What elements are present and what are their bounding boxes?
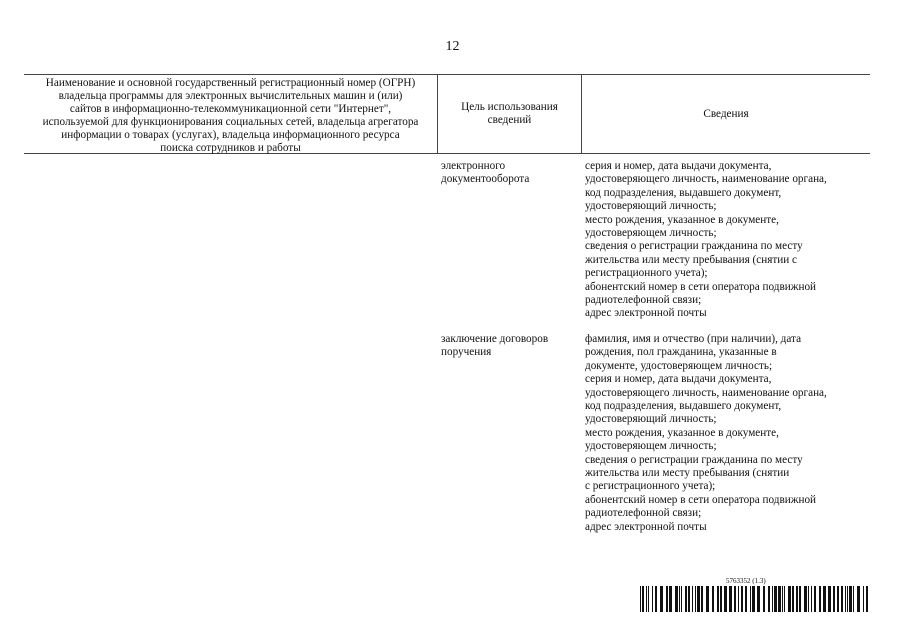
cell-org [24, 160, 437, 321]
cell-info: серия и номер, дата выдачи документа, удостоверяющего личность, наименование органа, код подразделения, выдавшего документ, удостоверяющий личность; место рождения, указанное в документе, удостоверяющем личность; сведения о регистрации гражданина по месту жительства или месту пребывания (снятии с регистрационного учета); абонентский номер в сети оператора подвижной радиотелефонной связи; адрес электронной почты [585, 160, 827, 320]
header-org: Наименование и основной государственный регистрационный номер (ОГРН) владельца программы для электронных вычислительных машин и (или) сайтов в информационно-телекоммуникационной сети "Интернет", используемой для функционирования социальных сетей, владельца агрегатора информации о товарах (услугах), владельца информационного ресурса поиска сотрудников и работы [42, 77, 419, 154]
table-row [24, 333, 870, 534]
cell-purpose: электронного документооборота [441, 160, 530, 186]
barcode-label: 5763352 (1.3) [726, 577, 766, 585]
table-header [24, 75, 870, 154]
table-row [24, 160, 870, 321]
cell-org [24, 333, 437, 534]
header-purpose: Цель использования сведений [437, 75, 581, 153]
barcode-icon [640, 586, 868, 612]
header-info: Сведения [581, 75, 870, 153]
cell-purpose: заключение договоров поручения [441, 332, 549, 359]
barcode-block [640, 577, 868, 612]
cell-info: фамилия, имя и отчество (при наличии), дата рождения, пол гражданина, указанные в документе, удостоверяющем личность; серия и номер, дата выдачи документа, удостоверяющего личность, наименование органа, код подразделения, выдавшего документ, удостоверяющий личность; место рождения, указанное в документе, удостоверяющем личность; сведения о регистрации гражданина по месту жительства или месту пребывания (снятии с регистрационного учета); абонентский номер в сети оператора подвижной радиотелефонной связи; адрес электронной почты [585, 332, 827, 533]
page-number: 12 [445, 39, 460, 54]
data-table [24, 74, 870, 534]
